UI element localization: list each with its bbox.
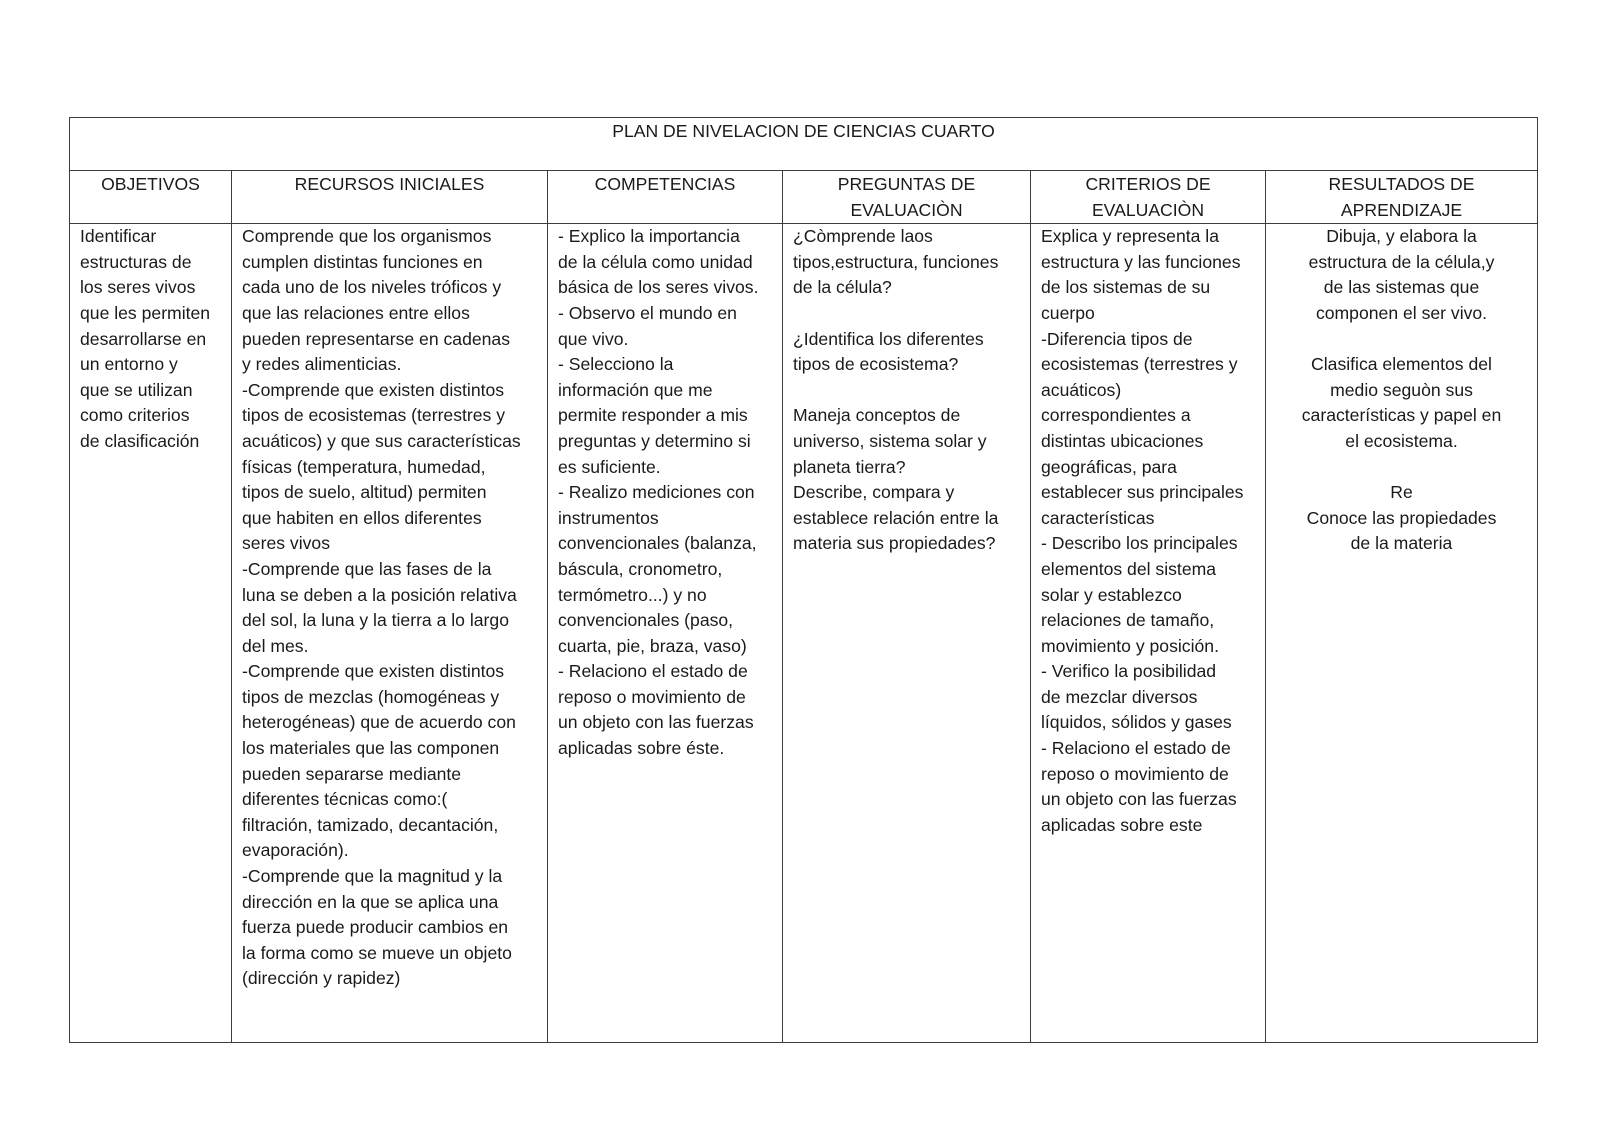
cell-line: medio seguòn sus — [1330, 379, 1473, 400]
cell-line: establecer sus principales — [1041, 482, 1244, 503]
cell-line: como criterios — [80, 405, 190, 426]
cell-line: Comprende que los organismos — [242, 226, 492, 247]
header-line: PREGUNTAS DE — [837, 174, 976, 194]
cell-line: el ecosistema. — [1345, 430, 1458, 451]
cell-line: que habiten en ellos diferentes — [242, 507, 482, 528]
cell-line: planeta tierra? — [793, 456, 906, 477]
cell-line: ¿Còmprende laos — [793, 226, 933, 247]
cell-line: - Relaciono el estado de — [1041, 738, 1231, 759]
cell-line: acuáticos) y que sus características — [242, 430, 521, 451]
cell-line: pueden representarse en cadenas — [242, 328, 511, 349]
header-recursos-iniciales — [232, 171, 548, 224]
cell-line: que vivo. — [558, 328, 629, 349]
cell-line: aplicadas sobre éste. — [558, 738, 725, 759]
cell-line: características y papel en — [1301, 405, 1502, 426]
cell-line: convencionales (paso, — [558, 610, 734, 631]
cell-line: Clasifica elementos del — [1311, 354, 1492, 375]
plan-table — [69, 117, 1538, 1043]
cell-line: Identificar — [80, 226, 157, 247]
cell-line: heterogéneas) que de acuerdo con — [242, 712, 516, 733]
cell-line: acuáticos) — [1041, 379, 1122, 400]
cell-line: movimiento y posición. — [1041, 635, 1219, 656]
cell-line: - Selecciono la — [558, 354, 674, 375]
header-row — [70, 171, 1538, 224]
header-preguntas — [783, 171, 1031, 224]
cell-line: tipos,estructura, funciones — [793, 251, 999, 272]
header-competencias — [548, 171, 783, 224]
competencias-cell — [548, 224, 783, 1043]
cell-line: materia sus propiedades? — [793, 533, 996, 554]
header-resultados — [1266, 171, 1538, 224]
cell-line: líquidos, sólidos y gases — [1041, 712, 1232, 733]
cell-line: físicas (temperatura, humedad, — [242, 456, 486, 477]
cell-line: que las relaciones entre ellos — [242, 302, 470, 323]
cell-line: dirección en la que se aplica una — [242, 891, 499, 912]
cell-line: -Comprende que existen distintos — [242, 661, 505, 682]
cell-line: -Comprende que las fases de la — [242, 558, 492, 579]
cell-line — [1276, 327, 1527, 353]
cell-line: pueden separarse mediante — [242, 763, 462, 784]
header-line: COMPETENCIAS — [594, 174, 736, 194]
cell-line: permite responder a mis — [558, 405, 748, 426]
cell-line: - Explico la importancia — [558, 226, 740, 247]
cell-line: de las sistemas que — [1323, 277, 1480, 298]
cell-line: tipos de ecosistema? — [793, 354, 959, 375]
cell-line: características — [1041, 507, 1155, 528]
cell-line: cuarta, pie, braza, vaso) — [558, 635, 747, 656]
cell-line: del mes. — [242, 635, 309, 656]
cell-line: de la materia — [1350, 533, 1453, 554]
cell-line: termómetro...) y no — [558, 584, 707, 605]
plan-title: PLAN DE NIVELACION DE CIENCIAS CUARTO — [70, 118, 1538, 171]
header-line: EVALUACIÒN — [850, 199, 963, 220]
cell-line: los seres vivos — [80, 277, 196, 298]
cell-line: báscula, cronometro, — [558, 558, 723, 579]
cell-line: de la célula? — [793, 277, 892, 298]
cell-line: Dibuja, y elabora la — [1326, 226, 1477, 247]
cell-line: fuerza puede producir cambios en — [242, 917, 509, 938]
cell-line: estructura de la célula,y — [1308, 251, 1495, 272]
cell-line: universo, sistema solar y — [793, 430, 987, 451]
cell-line: - Realizo mediciones con — [558, 482, 755, 503]
header-line: EVALUACIÒN — [1091, 199, 1205, 220]
cell-line: reposo o movimiento de — [558, 686, 746, 707]
header-line: RECURSOS INICIALES — [294, 174, 485, 194]
cell-line: Describe, compara y — [793, 482, 955, 503]
cell-line: de los sistemas de su — [1041, 277, 1211, 298]
cell-line: elementos del sistema — [1041, 558, 1217, 579]
preguntas-cell — [783, 224, 1031, 1043]
header-line: RESULTADOS DE — [1328, 174, 1475, 194]
cell-line: solar y establezco — [1041, 584, 1182, 605]
cell-line: estructuras de — [80, 251, 192, 272]
cell-line: - Relaciono el estado de — [558, 661, 748, 682]
cell-line: -Diferencia tipos de — [1041, 328, 1193, 349]
cell-line: evaporación). — [242, 840, 349, 861]
cell-line: - Describo los principales — [1041, 533, 1238, 554]
cell-line: instrumentos — [558, 507, 659, 528]
cell-line — [793, 378, 1020, 404]
cell-line: relaciones de tamaño, — [1041, 610, 1215, 631]
cell-line: - Verifico la posibilidad — [1041, 661, 1217, 682]
cell-line: - Observo el mundo en — [558, 302, 737, 323]
cell-line: tipos de mezclas (homogéneas y — [242, 686, 500, 707]
cell-line: -Comprende que la magnitud y la — [242, 866, 503, 887]
cell-line: básica de los seres vivos. — [558, 277, 759, 298]
cell-line — [793, 301, 1020, 327]
cell-line: y redes alimenticias. — [242, 354, 402, 375]
cell-line: diferentes técnicas como:( — [242, 789, 448, 810]
cell-line: que les permiten — [80, 302, 211, 323]
cell-line: tipos de suelo, altitud) permiten — [242, 482, 487, 503]
cell-line: Explica y representa la — [1041, 226, 1219, 247]
cell-line: filtración, tamizado, decantación, — [242, 814, 499, 835]
cell-line: la forma como se mueve un objeto — [242, 942, 512, 963]
cell-line: cumplen distintas funciones en — [242, 251, 483, 272]
cell-line: cada uno de los niveles tróficos y — [242, 277, 502, 298]
cell-line: ¿Identifica los diferentes — [793, 328, 984, 349]
cell-line: aplicadas sobre este — [1041, 814, 1203, 835]
cell-line: geográficas, para — [1041, 456, 1177, 477]
cell-line — [1276, 455, 1527, 481]
cell-line: luna se deben a la posición relativa — [242, 584, 517, 605]
cell-line: (dirección y rapidez) — [242, 968, 401, 989]
cell-line: información que me — [558, 379, 713, 400]
cell-line: de mezclar diversos — [1041, 686, 1198, 707]
cell-line: seres vivos — [242, 533, 330, 554]
cell-line: Re — [1390, 482, 1413, 503]
cell-line: preguntas y determino si — [558, 430, 751, 451]
cell-line: es suficiente. — [558, 456, 661, 477]
cell-line: que se utilizan — [80, 379, 193, 400]
header-objetivos — [70, 171, 232, 224]
cell-line: establece relación entre la — [793, 507, 999, 528]
cell-line: reposo o movimiento de — [1041, 763, 1229, 784]
cell-line: desarrollarse en — [80, 328, 207, 349]
cell-line: estructura y las funciones — [1041, 251, 1241, 272]
cell-line: un objeto con las fuerzas — [558, 712, 754, 733]
cell-line: tipos de ecosistemas (terrestres y — [242, 405, 506, 426]
cell-line: un objeto con las fuerzas — [1041, 789, 1237, 810]
cell-line: distintas ubicaciones — [1041, 430, 1204, 451]
resultados-cell — [1266, 224, 1538, 1043]
cell-line: correspondientes a — [1041, 405, 1191, 426]
cell-line: componen el ser vivo. — [1315, 302, 1488, 323]
header-criterios — [1031, 171, 1266, 224]
cell-line: de clasificación — [80, 430, 200, 451]
header-line: APRENDIZAJE — [1340, 199, 1463, 220]
cell-line: cuerpo — [1041, 302, 1095, 323]
objetivos-cell — [70, 224, 232, 1043]
cell-line: Maneja conceptos de — [793, 405, 961, 426]
cell-line: un entorno y — [80, 354, 178, 375]
header-line: OBJETIVOS — [101, 174, 200, 194]
header-line: CRITERIOS DE — [1085, 174, 1211, 194]
cell-line: de la célula como unidad — [558, 251, 753, 272]
title-row — [70, 118, 1538, 171]
criterios-cell — [1031, 224, 1266, 1043]
cell-line: los materiales que las componen — [242, 738, 500, 759]
recursos-cell — [232, 224, 548, 1043]
content-row — [70, 224, 1538, 1043]
cell-line: del sol, la luna y la tierra a lo largo — [242, 610, 509, 631]
cell-line: -Comprende que existen distintos — [242, 379, 505, 400]
cell-line: convencionales (balanza, — [558, 533, 757, 554]
cell-line: Conoce las propiedades — [1306, 507, 1497, 528]
cell-line: ecosistemas (terrestres y — [1041, 354, 1238, 375]
